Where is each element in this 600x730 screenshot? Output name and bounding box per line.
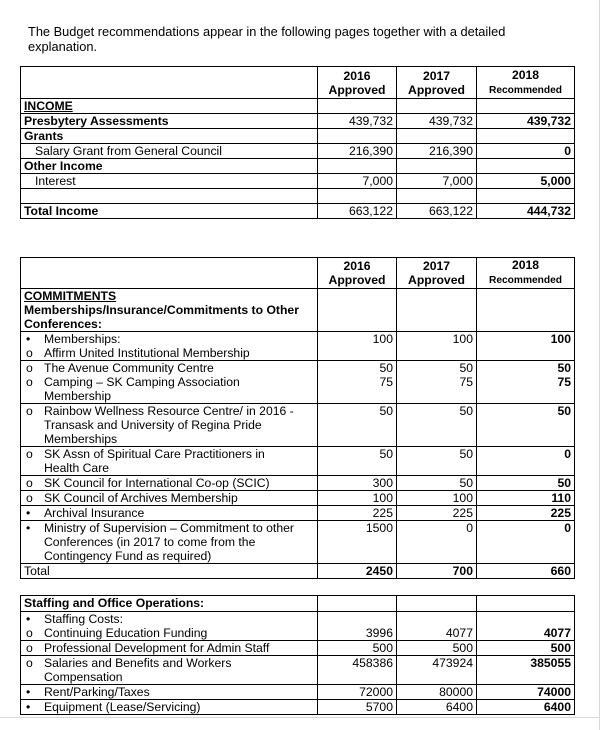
table-row xyxy=(21,159,575,174)
table-row: • Equipment (Lease/Servicing) 5700 6400 6400 xyxy=(21,700,575,715)
circle-marker: o xyxy=(26,641,33,655)
table-row: • Memberships: o Affirm United Institutional Membership 100 100 100 xyxy=(21,332,575,361)
table-row: o Rainbow Wellness Resource Centre/ in 2016 - Transask and University of Regina Pride Memberships 50 50 50 xyxy=(21,404,575,447)
table-row xyxy=(21,129,575,144)
income-table xyxy=(20,66,575,219)
circle-marker: o xyxy=(26,404,33,418)
income-heading: INCOME xyxy=(21,99,318,114)
grants-heading: Grants xyxy=(21,129,318,144)
bullet-marker: • xyxy=(26,700,31,714)
table-row xyxy=(21,289,575,332)
staffing-table xyxy=(20,595,575,715)
circle-marker: o xyxy=(26,476,33,490)
header-2018: 2018 Recommended xyxy=(477,258,575,289)
table-row: Salary Grant from General Council 216,390 216,390 0 xyxy=(21,144,575,159)
table-row-spacer xyxy=(21,189,575,204)
intro-text: The Budget recommendations appear in the following pages together with a detailed explanation. xyxy=(28,24,506,54)
table-header-row xyxy=(21,67,575,99)
bullet-marker: • xyxy=(26,521,31,535)
page-edge-bottom xyxy=(0,717,600,718)
table-row: o Salaries and Benefits and Workers Compensation 458386 473924 385055 xyxy=(21,656,575,685)
circle-marker: o xyxy=(26,626,33,640)
header-2017: 2017 Approved xyxy=(397,67,477,99)
bullet-marker: • xyxy=(26,685,31,699)
table-row: Presbytery Assessments 439,732 439,732 439,732 xyxy=(21,114,575,129)
circle-marker: o xyxy=(26,375,33,389)
circle-marker: o xyxy=(26,361,33,375)
table-row: • Archival Insurance 225 225 225 xyxy=(21,506,575,521)
circle-marker: o xyxy=(26,346,33,360)
commitments-subtitle: Memberships/Insurance/Commitments to Other Conferences: xyxy=(24,303,299,331)
total-label: Total xyxy=(21,564,318,579)
circle-marker: o xyxy=(26,491,33,505)
header-2016: 2016 Approved xyxy=(318,67,397,99)
header-2016: 2016 Approved xyxy=(318,258,397,289)
table-row: o SK Council of Archives Membership 100 100 110 xyxy=(21,491,575,506)
commitments-table xyxy=(20,257,575,579)
staffing-heading: Staffing and Office Operations: xyxy=(21,596,318,612)
total-label: Total Income xyxy=(21,204,318,219)
table-row xyxy=(21,99,575,114)
table-row: Interest 7,000 7,000 5,000 xyxy=(21,174,575,189)
header-2017: 2017 Approved xyxy=(397,258,477,289)
circle-marker: o xyxy=(26,656,33,670)
total-row: Total Income 663,122 663,122 444,732 xyxy=(21,204,575,219)
table-row: o SK Council for International Co-op (SCIC) 300 50 50 xyxy=(21,476,575,491)
row-label: Interest xyxy=(21,174,318,189)
other-income-heading: Other Income xyxy=(21,159,318,174)
row-label: Presbytery Assessments xyxy=(21,114,318,129)
header-2018: 2018 Recommended xyxy=(477,67,575,99)
circle-marker: o xyxy=(26,447,33,461)
table-row: o SK Assn of Spiritual Care Practitioners in Health Care 50 50 0 xyxy=(21,447,575,476)
table-row: • Ministry of Supervision – Commitment to other Conferences (in 2017 to come from the Contingency Fund as required) 1500 0 0 xyxy=(21,521,575,564)
table-row: o Professional Development for Admin Staff 500 500 500 xyxy=(21,641,575,656)
commitments-heading: COMMITMENTS xyxy=(24,289,117,303)
total-row: Total 2450 700 660 xyxy=(21,564,575,579)
table-row: • Rent/Parking/Taxes 72000 80000 74000 xyxy=(21,685,575,700)
bullet-marker: • xyxy=(26,506,31,520)
bullet-marker: • xyxy=(26,612,31,626)
table-row xyxy=(21,596,575,612)
table-header-row xyxy=(21,258,575,289)
bullet-marker: • xyxy=(26,332,31,346)
row-label: Salary Grant from General Council xyxy=(21,144,318,159)
table-row: • Staffing Costs: o Continuing Education Funding 3996 4077 4077 xyxy=(21,612,575,641)
table-row: o The Avenue Community Centre o Camping – SK Camping Association Membership 50 75 50 75 50 75 xyxy=(21,361,575,404)
